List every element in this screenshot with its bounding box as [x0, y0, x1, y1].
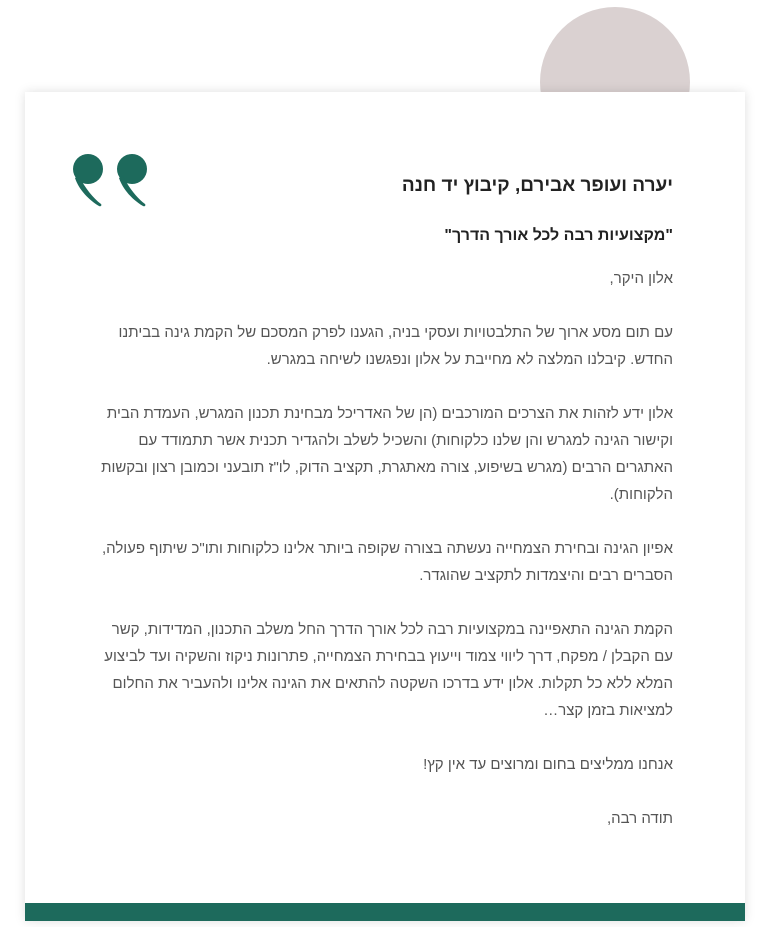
- testimonial-headline: "מקצועיות רבה לכל אורך הדרך": [444, 226, 673, 244]
- testimonial-paragraph: עם תום מסע ארוך של התלבטויות ועסקי בניה, הגענו לפרק המסכם של הקמת גינה בביתנו החדש. קיבלנו המלצה לא מחייבת על אלון ונפגשנו לשיחה במגרש.: [118, 324, 673, 369]
- testimonial-greeting: אלון היקר,: [609, 270, 673, 288]
- testimonial-paragraph: אלון ידע לזהות את הצרכים המורכבים (הן של האדריכל מבחינת תכנון המגרש, העמדת הבית וקישור הגינה למגרש והן שלנו כלקוחות) והשכיל לשלב ולהגדיר תכנית אשר תתמודד עם האתגרים הרבים (מגרש בשיפוע, צורה מאתגרת, תקציב הדוק, לו"ז תובעני וכמובן רצון ובקשות הלקוחות).: [101, 405, 673, 504]
- testimonial-paragraph: אפיון הגינה ובחירת הצמחייה נעשתה בצורה שקופה ביותר אלינו כלקוחות ותו"כ שיתוף פעולה, הסברים רבים והיצמדות לתקציב שהוגדר.: [101, 540, 673, 585]
- testimonial-paragraph: הקמת הגינה התאפיינה במקצועיות רבה לכל אורך הדרך החל משלב התכנון, המדידות, קשר עם הקבלן / מפקח, דרך ליווי צמוד וייעוץ בבחירת הצמחייה, פתרונות ניקוז והשקיה ועד לביצוע המלא ללא כל תקלות. אלון ידע בדרכו השקטה להתאים את הגינה אלינו ולהעביר את החלום למציאות בזמן קצר…: [104, 621, 673, 720]
- testimonial-recommendation: אנחנו ממליצים בחום ומרוצים עד אין קץ!: [423, 756, 673, 774]
- testimonial-signoff: תודה רבה,: [606, 810, 673, 828]
- testimonial-content: [93, 174, 673, 859]
- testimonial-author: יערה ועופר אבירם, קיבוץ יד חנה: [401, 175, 673, 196]
- testimonial-card: [25, 92, 745, 921]
- accent-bar: [25, 903, 745, 921]
